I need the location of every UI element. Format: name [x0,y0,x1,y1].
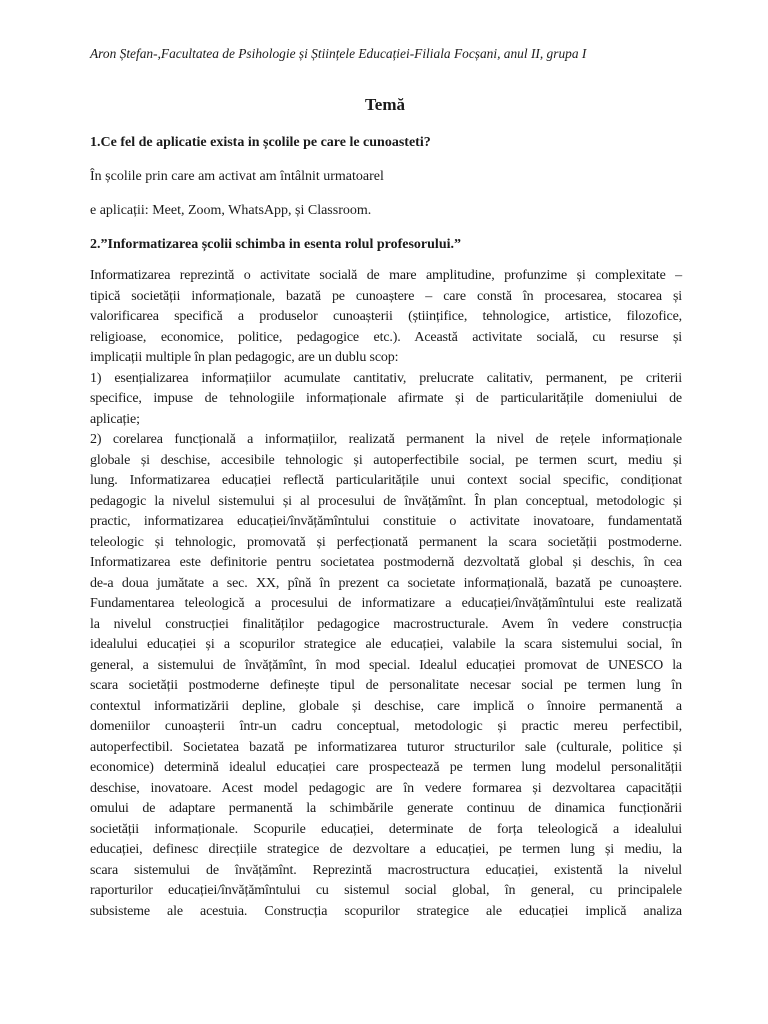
document-header: Aron Ștefan-,Facultatea de Psihologie și Științele Educației-Filiala Focșani, anul II, grupa I [90,46,587,61]
essay-body [90,266,682,922]
page-title: Temă [365,95,405,114]
body-line: autoperfectibil. Societatea bazată pe informatizarea tuturor structurilor sale (culturale, politice și [90,739,682,755]
body-line: general, a sistemului de învățămînt, în mod special. Idealul educației promovat de UNESCO la [90,657,682,673]
body-line: tipică societății informaționale, bazată pe cunoaștere – care constă în procesarea, stocarea și [90,288,682,304]
body-line: teleologic și tehnologic, promovată și perfecționată permanent la scara societății postmoderne. [90,534,682,550]
body-line: omului de adaptare permanentă la schimbările generate continuu de dinamica funcționării [90,801,682,816]
body-line: la nivelul construcției finalităților pedagogice macrostructurale. Avem în vedere construcția [90,616,682,632]
body-line: Informatizarea este definitorie pentru societatea postmodernă dezvoltată global și deschis, în cea [90,555,682,570]
body-line: lung. Informatizarea educației reflectă particularitățile unui context social specific, condiționat [90,473,682,488]
body-line: scara sistemului de învățămînt. Reprezintă macrostructura educației, existentă la nivelul [90,862,682,878]
question-2: 2.”Informatizarea școlii schimba in esenta rolul profesorului.” [90,237,461,252]
body-line: Informatizarea reprezintă o activitate socială de mare amplitudine, profunzime și complexitate – [90,268,682,283]
body-line: valorificarea specifică a produselor cunoașterii (științifice, tehnologice, artistice, filozofice, [90,309,682,324]
body-line: pedagogic la nivelul sistemului și al procesului de învățămînt. În plan conceptual, metodologic și [90,493,682,509]
body-line: practic, informatizarea educației/învățămîntului constituie o activitate inovatoare, fundamentată [90,514,682,529]
body-line: societății informaționale. Scopurile educației, determinate de forța teleologică a idealului [90,821,682,837]
body-line: specifice, impuse de tehnologiile informaționale afirmate și de particularitățile domeniului de [90,391,682,406]
body-line: economice) determină idealul educației care prospectează pe termen lung modelul personalității [90,760,682,775]
body-line: idealului educației și a scopurilor strategice ale educației, valabile la scara sistemului social, în [90,637,682,652]
body-line: Fundamentarea teleologică a procesului de informatizare a educației/învățămîntului este realizată [90,596,682,611]
body-line: educației, definesc direcțiile strategice de dezvoltare a educației, pe termen lung și mediu, la [90,842,682,857]
body-line: 2) corelarea funcțională a informațiilor, realizată permanent la nivel de rețele informaționale [90,432,682,447]
answer-1-line-1: În școlile prin care am activat am întâlnit urmatoarel [90,169,384,184]
body-line: implicații multiple în plan pedagogic, are un dublu scop: [90,350,399,365]
body-line: deschise, inovatoare. Acest model pedagogic are în vedere formarea și dezvoltarea capacității [90,780,682,796]
body-line: raporturilor educației/învățămîntului cu sistemul social global, în general, cu principalele [90,883,682,898]
answer-1-line-2: e aplicații: Meet, Zoom, WhatsApp, și Classroom. [90,203,372,218]
body-line: domeniilor cunoașterii într-un cadru conceptual, metodologic și practic mereu perfectibil, [90,719,682,734]
body-line: contextul informatizării depline, globale și deschise, care implică o înnoire permanentă a [90,698,682,714]
body-line: scara societății postmoderne definește tipul de personalitate necesar social pe termen lung în [90,678,682,693]
body-line: globale și deschise, accesibile tehnologic și autoperfectibile social, pe termen scurt, mediu și [90,452,682,468]
body-line: subsisteme ale acestuia. Construcția scopurilor strategice ale educației implică analiza [90,903,682,919]
body-line: aplicație; [90,411,140,427]
question-1: 1.Ce fel de aplicatie exista in școlile pe care le cunoasteti? [90,135,431,150]
body-line: religioase, economice, politice, pedagogice etc.). Această activitate socială, cu resurse și [90,329,682,345]
body-line: 1) esențializarea informațiilor acumulate cantitativ, prelucrate calitativ, permanent, pe criterii [90,370,682,386]
body-line: de-a doua jumătate a sec. XX, pînă în prezent ca societate informațională, bazată pe cunoaștere. [90,575,682,591]
